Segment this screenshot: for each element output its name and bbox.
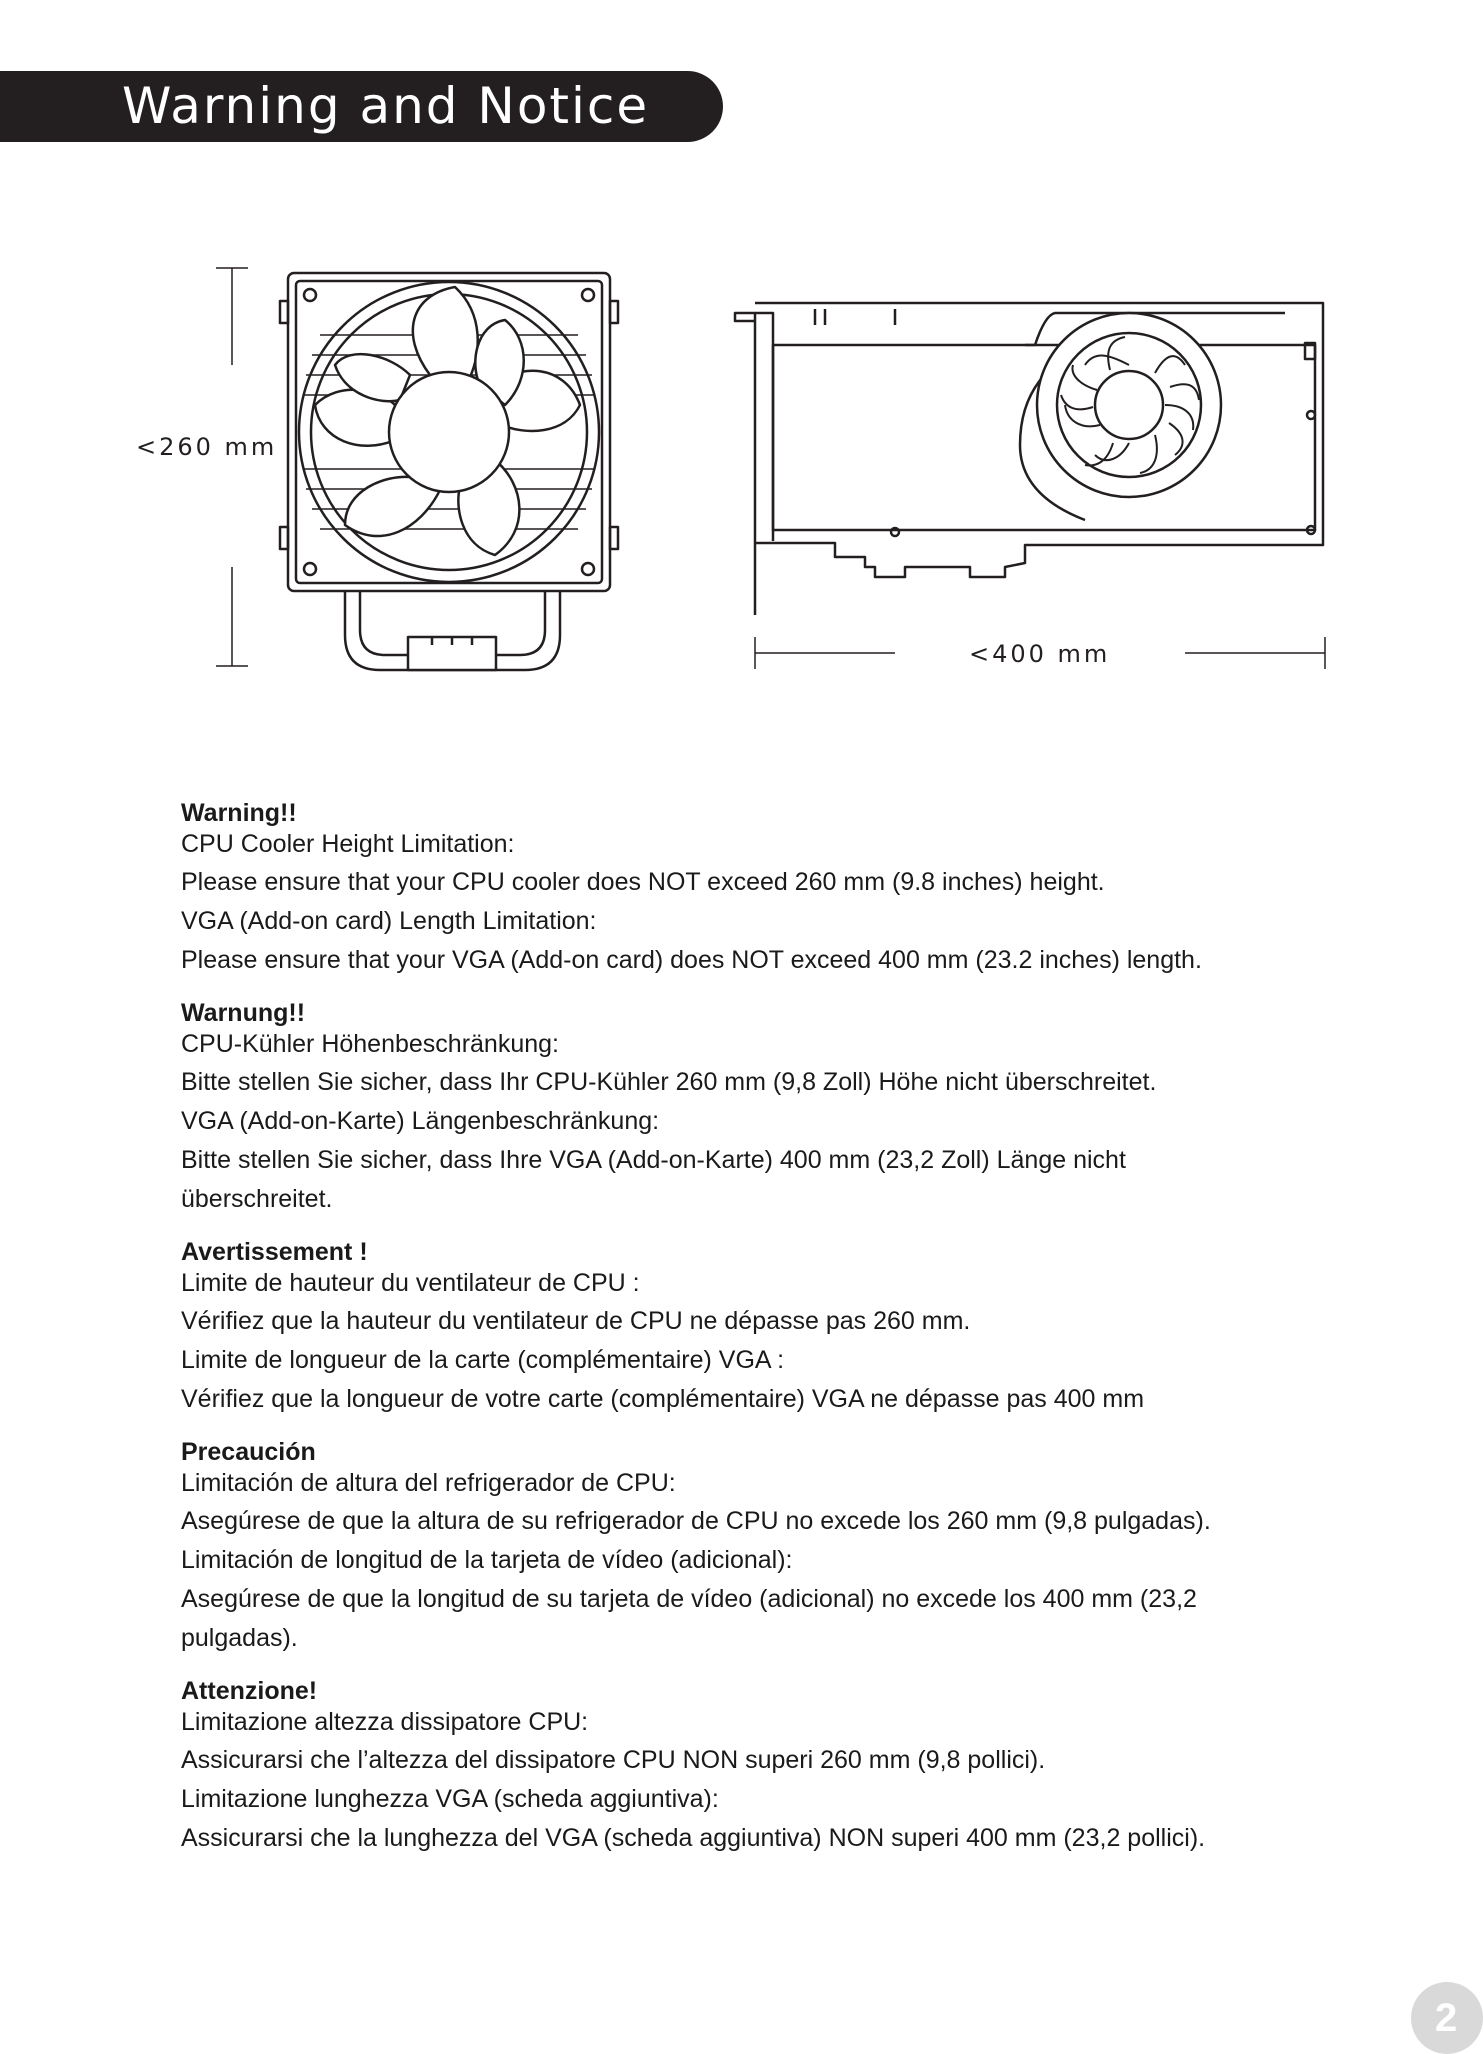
warning-line: VGA (Add-on-Karte) Längenbeschränkung: <box>181 1107 660 1135</box>
warning-line: Limitazione altezza dissipatore CPU: <box>181 1708 589 1736</box>
warning-heading: Avertissement ! <box>181 1238 368 1266</box>
warning-line: Limite de longueur de la carte (complémentaire) VGA : <box>181 1346 785 1374</box>
warning-line: Bitte stellen Sie sicher, dass Ihr CPU-Kühler 260 mm (9,8 Zoll) Höhe nicht überschreitet. <box>181 1068 1157 1096</box>
warning-heading: Warnung!! <box>181 999 306 1027</box>
cpu-height-dimension-line <box>212 265 252 670</box>
warning-line: überschreitet. <box>181 1185 333 1213</box>
page-title: Warning and Notice <box>122 77 650 135</box>
warning-block-fr <box>181 1237 1351 1419</box>
warning-line: CPU-Kühler Höhenbeschränkung: <box>181 1030 559 1058</box>
warning-line: Limitazione lunghezza VGA (scheda aggiuntiva): <box>181 1785 719 1813</box>
cpu-cooler-height-label: <260 mm <box>136 433 278 461</box>
warning-line: Please ensure that your CPU cooler does NOT exceed 260 mm (9.8 inches) height. <box>181 868 1105 896</box>
warning-line: pulgadas). <box>181 1624 298 1652</box>
vga-card-icon <box>725 295 1330 625</box>
cpu-cooler-icon <box>280 265 625 680</box>
warning-line: Vérifiez que la hauteur du ventilateur de CPU ne dépasse pas 260 mm. <box>181 1307 971 1335</box>
warnings-section <box>181 798 1351 1876</box>
title-bar <box>0 71 723 142</box>
warning-block-it <box>181 1676 1351 1858</box>
warning-line: Limite de hauteur du ventilateur de CPU : <box>181 1269 640 1297</box>
warning-line: Assicurarsi che l’altezza del dissipatore CPU NON superi 260 mm (9,8 pollici). <box>181 1746 1046 1774</box>
page-number-badge: 2 <box>1411 1982 1483 2054</box>
warning-block-es <box>181 1437 1351 1658</box>
warning-line: Assicurarsi che la lunghezza del VGA (scheda aggiuntiva) NON superi 400 mm (23,2 pollici). <box>181 1824 1206 1852</box>
warning-line: Limitación de longitud de la tarjeta de vídeo (adicional): <box>181 1546 793 1574</box>
warning-line: VGA (Add-on card) Length Limitation: <box>181 907 597 935</box>
warning-line: Please ensure that your VGA (Add-on card) does NOT exceed 400 mm (23.2 inches) length. <box>181 946 1202 974</box>
vga-card-length-label: <400 mm <box>969 640 1111 668</box>
warning-line: Vérifiez que la longueur de votre carte (complémentaire) VGA ne dépasse pas 400 mm <box>181 1385 1145 1413</box>
warning-line: Asegúrese de que la longitud de su tarjeta de vídeo (adicional) no excede los 400 mm (23,2 <box>181 1585 1197 1613</box>
warning-heading: Precaución <box>181 1438 316 1466</box>
warning-line: CPU Cooler Height Limitation: <box>181 830 515 858</box>
warning-line: Asegúrese de que la altura de su refrigerador de CPU no excede los 260 mm (9,8 pulgadas). <box>181 1507 1211 1535</box>
warning-line: Limitación de altura del refrigerador de CPU: <box>181 1469 676 1497</box>
warning-heading: Warning!! <box>181 799 297 827</box>
warning-heading: Attenzione! <box>181 1677 318 1705</box>
warning-block-en <box>181 798 1351 980</box>
warning-line: Bitte stellen Sie sicher, dass Ihre VGA (Add-on-Karte) 400 mm (23,2 Zoll) Länge nicht <box>181 1146 1126 1174</box>
warning-block-de <box>181 998 1351 1219</box>
